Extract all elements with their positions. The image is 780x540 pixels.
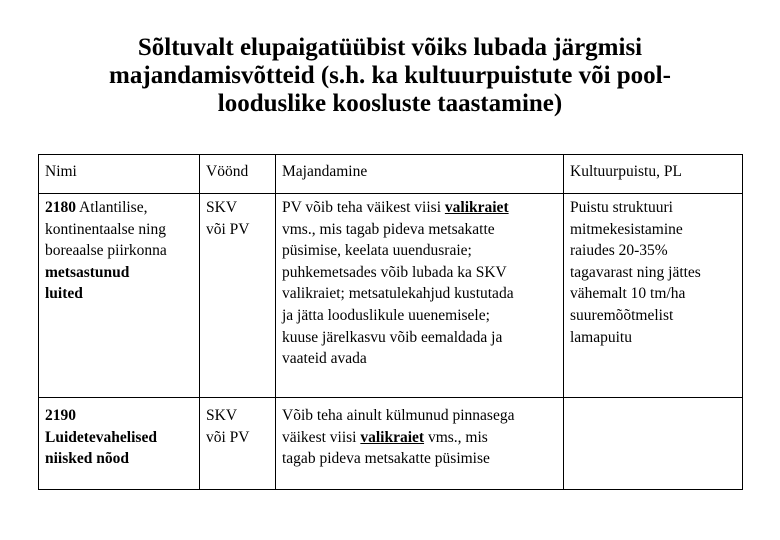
title-line: Sõltuvalt elupaigatüübist võiks lubada järgmisi [137,34,643,61]
management-text: ja jätta looduslikule uuenemisele; [282,306,490,324]
habitat-code: 2180 [45,199,76,216]
management-text: vaateid avada [282,350,367,368]
habitat-name: niisked nõod [45,450,130,468]
kultuurpuistu-text: tagavarast ning jättes [570,263,701,281]
cell-kultuurpuistu [564,194,743,398]
management-text: vms., mis tagab pideva metsakatte [282,220,495,238]
cell-name [39,194,200,398]
management-emphasis: valikraiet [444,199,509,216]
management-table [38,154,743,490]
kultuurpuistu-text: vähemalt 10 tm/ha [570,285,686,303]
habitat-code: 2190 [45,407,76,424]
management-text: puhkemetsades võib lubada ka SKV [282,263,507,281]
cell-kultuurpuistu [564,398,743,490]
zone-value: SKV [206,407,238,424]
kultuurpuistu-text: lamapuitu [570,328,632,346]
title-line: looduslike koosluste taastamine) [217,90,563,117]
cell-zone [200,398,276,490]
habitat-name: metsastunud [45,263,130,281]
kultuurpuistu-text: suuremõõtmelist [570,306,674,324]
management-text: vms., mis [424,428,488,446]
habitat-name: luited [45,285,83,303]
management-text: püsimise, keelata uuendusraie; [282,242,472,260]
header-vond: Vöönd [200,155,276,194]
habitat-name: Luidetevahelised [45,428,157,446]
zone-value: SKV [206,199,238,216]
zone-value: või PV [206,428,250,446]
management-text: tagab pideva metsakatte püsimise [282,450,490,468]
cell-management [276,194,564,398]
slide-title [40,34,740,118]
header-nimi: Nimi [39,155,200,194]
management-text: kuuse järelkasvu võib eemaldada ja [282,328,503,346]
habitat-name: kontinentaalse ning [45,220,166,238]
management-text: Võib teha ainult külmunud pinnasega [282,407,515,424]
cell-zone [200,194,276,398]
habitat-name: boreaalse piirkonna [45,242,167,260]
cell-name [39,398,200,490]
kultuurpuistu-text: raiudes 20-35% [570,242,668,260]
management-emphasis: valikraiet [360,428,425,446]
management-text: PV võib teha väikest viisi [282,199,445,216]
zone-value: või PV [206,220,250,238]
title-line: majandamisvõtteid (s.h. ka kultuurpuistute või pool- [109,62,671,89]
habitat-name: Atlantilise, [76,199,148,216]
kultuurpuistu-text: mitmekesistamine [570,220,683,238]
kultuurpuistu-text: Puistu struktuuri [570,199,673,216]
table-row [39,194,743,398]
management-text: väikest viisi [282,428,361,446]
table-header-row [39,155,743,194]
header-kultuurpuistu: Kultuurpuistu, PL [564,155,743,194]
header-majandamine: Majandamine [276,155,564,194]
management-text: valikraiet; metsatulekahjud kustutada [282,285,514,303]
cell-management [276,398,564,490]
table-row [39,398,743,490]
